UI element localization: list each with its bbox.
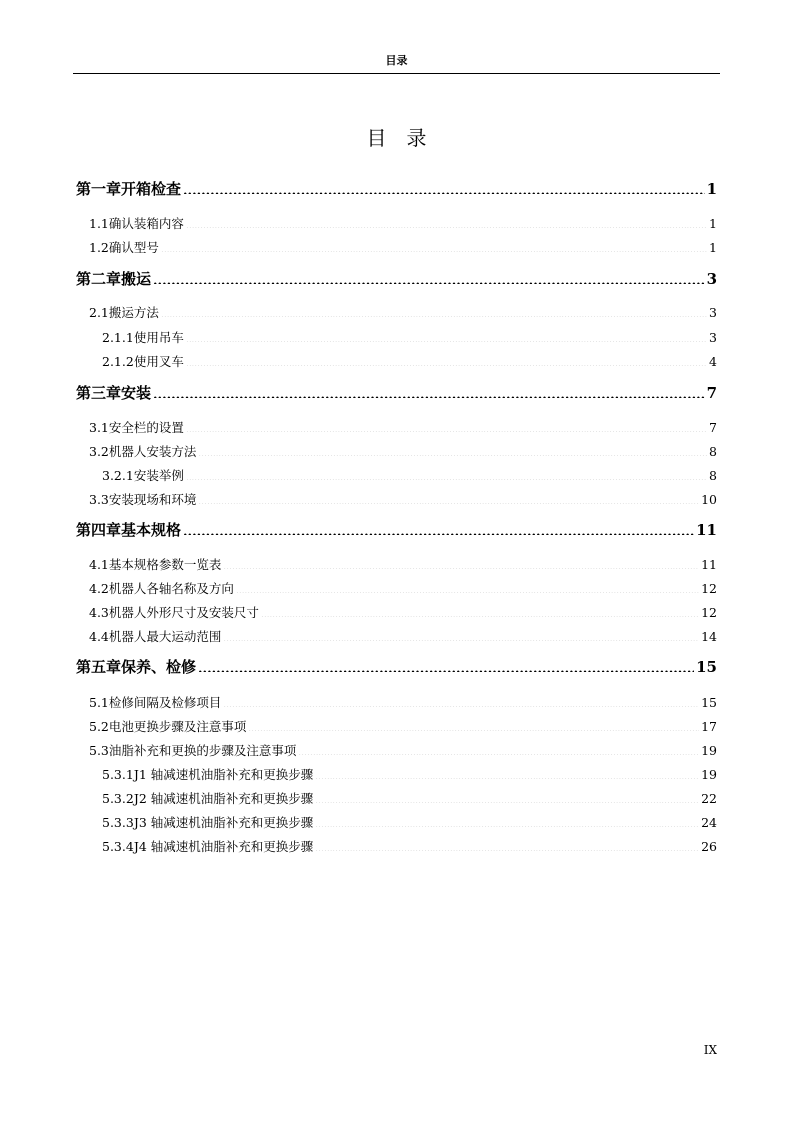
toc-label: 确认装箱内容 bbox=[108, 216, 184, 231]
toc-number: 5.3.2 bbox=[102, 791, 134, 806]
toc-page: 7 bbox=[709, 420, 717, 435]
toc-label: J4 轴减速机油脂补充和更换步骤 bbox=[133, 839, 314, 854]
toc-label: 确认型号 bbox=[108, 240, 159, 255]
toc-number: 1.1 bbox=[89, 216, 109, 231]
dot-leader bbox=[186, 354, 707, 367]
toc-section-2-1[interactable] bbox=[76, 304, 717, 322]
dot-leader bbox=[261, 605, 699, 618]
toc-section-3-2[interactable] bbox=[76, 443, 717, 461]
toc-page: 22 bbox=[701, 791, 717, 806]
toc-page: 19 bbox=[701, 743, 717, 758]
toc-number: 1.2 bbox=[89, 240, 109, 255]
toc-label: 机器人外形尺寸及安装尺寸 bbox=[108, 605, 259, 620]
toc-number: 5.3 bbox=[89, 743, 109, 758]
dot-leader bbox=[315, 815, 699, 828]
toc-label: 基本规格参数一览表 bbox=[108, 557, 222, 572]
toc-subsection-2-1-2[interactable] bbox=[76, 353, 717, 371]
page-number: IX bbox=[703, 1043, 717, 1057]
toc-section-4-1[interactable] bbox=[76, 556, 717, 574]
toc-number: 第五章 bbox=[76, 658, 122, 676]
toc-section-4-3[interactable] bbox=[76, 604, 717, 622]
dot-leader bbox=[153, 383, 705, 398]
toc-label: 检修间隔及检修项目 bbox=[108, 695, 222, 710]
toc-number: 4.4 bbox=[89, 629, 109, 644]
toc-number: 3.2 bbox=[89, 444, 109, 459]
toc-section-3-3[interactable] bbox=[76, 491, 717, 509]
toc-section-5-1[interactable] bbox=[76, 694, 717, 712]
toc-section-5-2[interactable] bbox=[76, 718, 717, 736]
toc-label: 使用叉车 bbox=[133, 354, 184, 369]
toc-page: 3 bbox=[709, 330, 717, 345]
toc-section-5-3[interactable] bbox=[76, 742, 717, 760]
toc-number: 4.1 bbox=[89, 557, 109, 572]
toc-subsection-3-2-1[interactable] bbox=[76, 467, 717, 485]
dot-leader bbox=[223, 629, 699, 642]
toc-page: 12 bbox=[701, 605, 717, 620]
dot-leader bbox=[198, 444, 707, 457]
toc-label: 使用吊车 bbox=[133, 330, 184, 345]
toc-page: 10 bbox=[701, 492, 717, 507]
toc-label: 搬运方法 bbox=[108, 305, 159, 320]
dot-leader bbox=[186, 330, 707, 343]
toc-label: 保养、检修 bbox=[121, 658, 197, 676]
toc-page: 15 bbox=[696, 658, 717, 676]
dot-leader bbox=[153, 269, 705, 284]
toc-number: 第二章 bbox=[76, 270, 122, 288]
toc-page: 1 bbox=[709, 240, 717, 255]
toc-label: J1 轴减速机油脂补充和更换步骤 bbox=[133, 767, 314, 782]
toc-label: 安装现场和环境 bbox=[108, 492, 197, 507]
dot-leader bbox=[186, 468, 707, 481]
toc-page: 7 bbox=[706, 384, 717, 402]
toc-number: 2.1.2 bbox=[102, 354, 134, 369]
toc-label: 机器人安装方法 bbox=[108, 444, 197, 459]
toc-label: 安全栏的设置 bbox=[108, 420, 184, 435]
toc-number: 第四章 bbox=[76, 521, 122, 539]
toc-subsection-5-3-1[interactable] bbox=[76, 766, 717, 784]
toc-number: 3.3 bbox=[89, 492, 109, 507]
toc-page: 24 bbox=[701, 815, 717, 830]
toc-page: 11 bbox=[696, 521, 717, 539]
dot-leader bbox=[315, 767, 699, 780]
toc-label: 电池更换步骤及注意事项 bbox=[108, 719, 247, 734]
toc-label: 机器人最大运动范围 bbox=[108, 629, 222, 644]
toc-number: 5.3.1 bbox=[102, 767, 134, 782]
toc-chapter-4[interactable] bbox=[76, 519, 717, 541]
toc-section-3-1[interactable] bbox=[76, 419, 717, 437]
toc-number: 4.3 bbox=[89, 605, 109, 620]
dot-leader bbox=[236, 581, 699, 594]
toc-chapter-5[interactable] bbox=[76, 656, 717, 678]
toc-chapter-3[interactable] bbox=[76, 382, 717, 404]
toc-section-4-4[interactable] bbox=[76, 628, 717, 646]
toc-page: 4 bbox=[709, 354, 717, 369]
toc-page: 11 bbox=[701, 557, 717, 572]
toc-number: 第三章 bbox=[76, 384, 122, 402]
toc-subsection-5-3-3[interactable] bbox=[76, 814, 717, 832]
toc-chapter-1[interactable] bbox=[76, 178, 717, 200]
toc-section-1-1[interactable] bbox=[76, 215, 717, 233]
dot-leader bbox=[198, 657, 694, 672]
toc-page: 12 bbox=[701, 581, 717, 596]
toc-label: J2 轴减速机油脂补充和更换步骤 bbox=[133, 791, 314, 806]
toc-section-4-2[interactable] bbox=[76, 580, 717, 598]
toc-number: 3.2.1 bbox=[102, 468, 134, 483]
toc-page: 14 bbox=[701, 629, 717, 644]
toc-number: 2.1 bbox=[89, 305, 109, 320]
toc-label: 开箱检查 bbox=[121, 180, 182, 198]
toc-subsection-2-1-1[interactable] bbox=[76, 329, 717, 347]
dot-leader bbox=[223, 557, 699, 570]
toc-number: 5.1 bbox=[89, 695, 109, 710]
toc-page: 3 bbox=[706, 270, 717, 288]
toc-page: 8 bbox=[709, 468, 717, 483]
toc-number: 5.3.3 bbox=[102, 815, 134, 830]
dot-leader bbox=[248, 719, 699, 732]
dot-leader bbox=[161, 305, 707, 318]
dot-leader bbox=[315, 791, 699, 804]
dot-leader bbox=[186, 216, 707, 229]
toc-page: 26 bbox=[701, 839, 717, 854]
header-rule bbox=[73, 73, 720, 74]
toc-number: 5.3.4 bbox=[102, 839, 134, 854]
toc-page: 19 bbox=[701, 767, 717, 782]
dot-leader bbox=[183, 520, 694, 535]
toc-page: 1 bbox=[706, 180, 717, 198]
toc-label: 基本规格 bbox=[121, 521, 182, 539]
dot-leader bbox=[198, 492, 699, 505]
running-header: 目录 bbox=[385, 54, 408, 67]
toc-page: 1 bbox=[709, 216, 717, 231]
dot-leader bbox=[186, 420, 707, 433]
toc-page: 8 bbox=[709, 444, 717, 459]
toc-subsection-5-3-4[interactable] bbox=[76, 838, 717, 856]
toc-label: J3 轴减速机油脂补充和更换步骤 bbox=[133, 815, 314, 830]
dot-leader bbox=[298, 743, 699, 756]
toc-label: 油脂补充和更换的步骤及注意事项 bbox=[108, 743, 297, 758]
toc-number: 第一章 bbox=[76, 180, 122, 198]
toc-number: 5.2 bbox=[89, 719, 109, 734]
toc-page: 17 bbox=[701, 719, 717, 734]
toc-title: 目 录 bbox=[366, 126, 427, 150]
toc-number: 4.2 bbox=[89, 581, 109, 596]
toc-label: 搬运 bbox=[121, 270, 152, 288]
toc-label: 安装举例 bbox=[133, 468, 184, 483]
toc-label: 机器人各轴名称及方向 bbox=[108, 581, 234, 596]
toc-number: 3.1 bbox=[89, 420, 109, 435]
toc-number: 2.1.1 bbox=[102, 330, 134, 345]
dot-leader bbox=[315, 839, 699, 852]
dot-leader bbox=[161, 240, 707, 253]
dot-leader bbox=[183, 179, 705, 194]
toc-section-1-2[interactable] bbox=[76, 239, 717, 257]
toc-subsection-5-3-2[interactable] bbox=[76, 790, 717, 808]
toc-label: 安装 bbox=[121, 384, 152, 402]
dot-leader bbox=[223, 695, 699, 708]
toc-page: 3 bbox=[709, 305, 717, 320]
toc-chapter-2[interactable] bbox=[76, 268, 717, 290]
toc-page: 15 bbox=[701, 695, 717, 710]
